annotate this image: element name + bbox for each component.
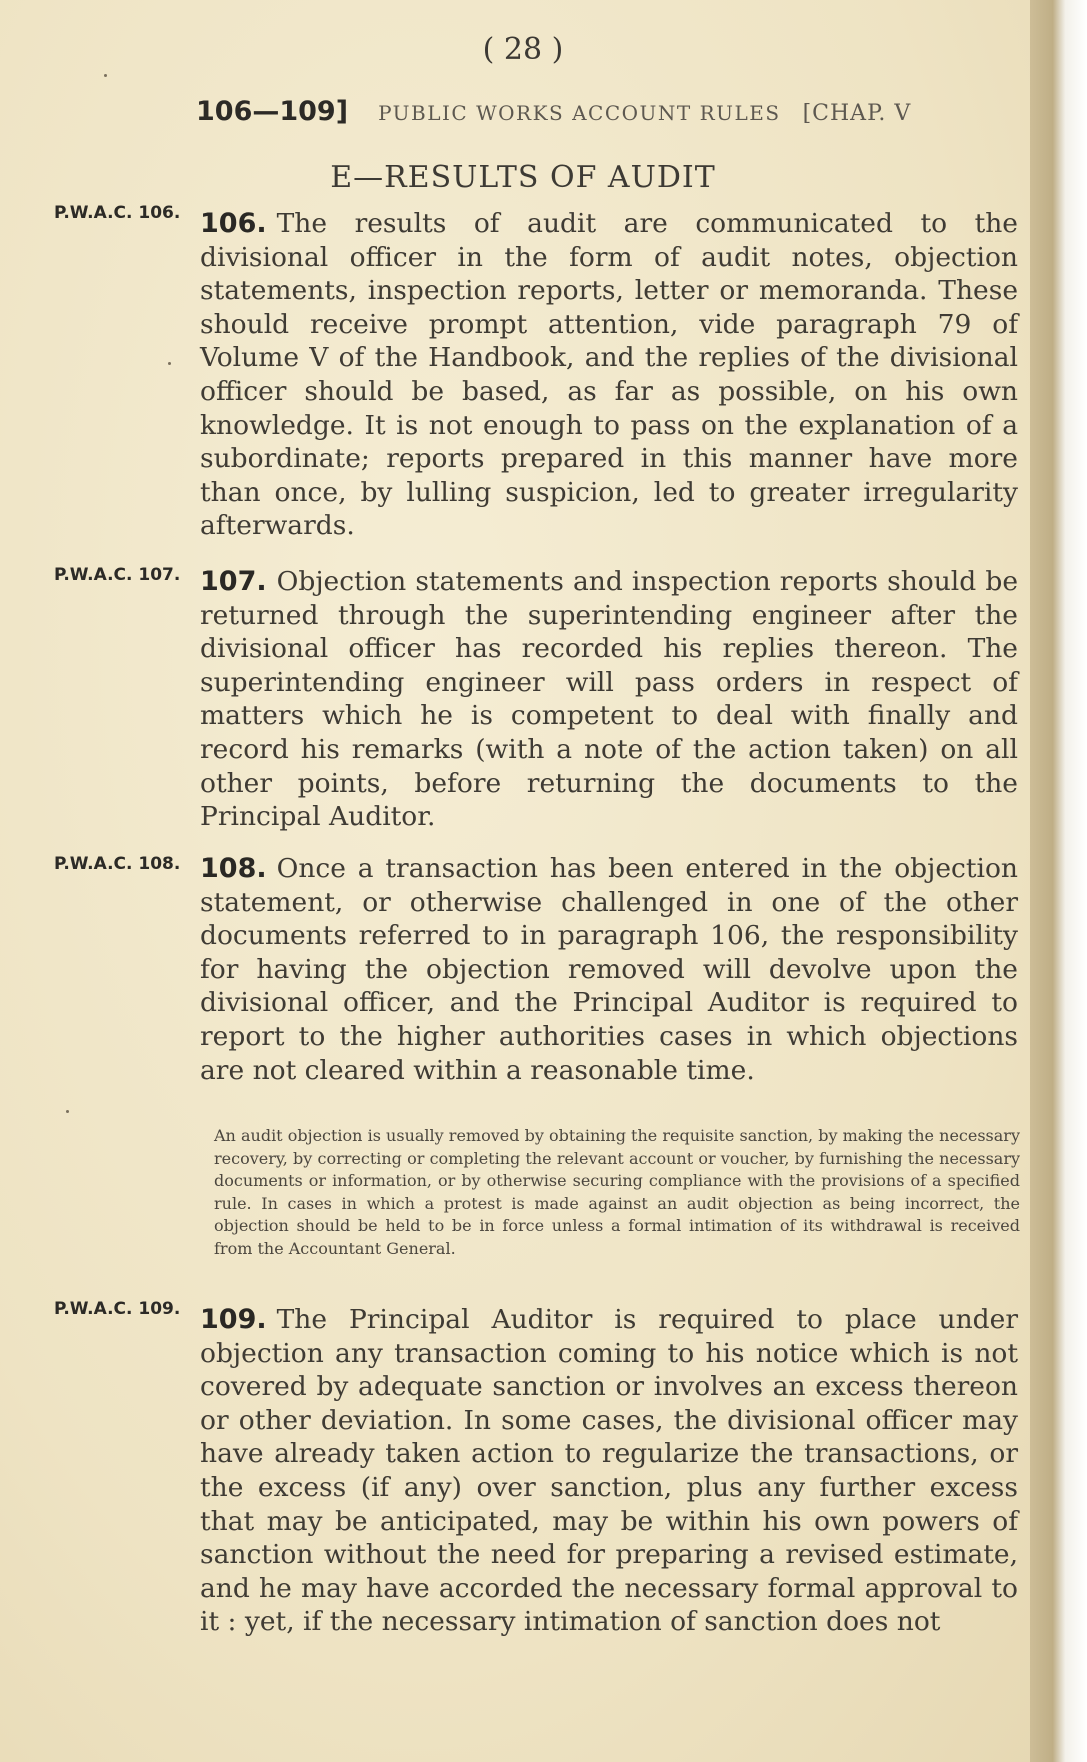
paragraph-number: 106. [200, 208, 267, 239]
paragraph-108-note: An audit objection is usually removed by obtaining the requisite sanction, by making the necessary recovery, by correcting or completing the relevant account or voucher, by furnishing the necessary documents or information, or by otherwise securing compliance with the provisions of a specified rule. In cases in which a protest is made against an audit objection as being incorrect, the objection should be held to be in force unless a formal intimation of its withdrawal is received from the Accountant General. [214, 1126, 1020, 1258]
running-head-chapter: [CHAP. V [802, 101, 912, 126]
running-head-title: PUBLIC WORKS ACCOUNT RULES [378, 101, 781, 125]
page-edge-shadow [1030, 0, 1087, 1762]
paragraph-text: Once a transaction has been entered in the objection statement, or otherwise challenged in one of the other documents referred to in paragraph 106, the responsibility for having the objection removed will devolve upon the divisional officer, and the Principal Auditor is required to report to the higher authorities cases in which objections are not cleared within a reasonable time. [200, 853, 1018, 1086]
paragraph-109 [200, 1303, 1018, 1639]
margin-reference-109: P.W.A.C. 109. [54, 1299, 181, 1319]
section-title: E—RESULTS OF AUDIT [330, 160, 716, 195]
paper-speck [168, 362, 171, 365]
paragraph-107 [200, 565, 1018, 834]
paper-speck [66, 1110, 69, 1113]
paragraph-text: The Principal Auditor is required to place under objection any transaction coming to his notice which is not covered by adequate sanction or involves an excess thereon or other deviation. In some cases, the divisional officer may have already taken action to regularize the transactions, or the excess (if any) over sanction, plus any further excess that may be anticipated, may be within his own powers of sanction without the need for preparing a revised estimate, and he may have accorded the necessary formal approval to it : yet, if the necessary intimation of sanction does not [200, 1304, 1018, 1638]
paragraph-text: The results of audit are communicated to the divisional officer in the form of audit notes, objection statements, inspection reports, letter or memoranda. These should receive prompt attention, vide paragraph 79 of Volume V of the Handbook, and the replies of the divisional officer should be based, as far as possible, on his own knowledge. It is not enough to pass on the explanation of a subordinate; reports prepared in this manner have more than once, by lulling suspicion, led to greater irregularity afterwards. [200, 208, 1018, 542]
margin-reference-106: P.W.A.C. 106. [54, 203, 181, 223]
paragraph-number: 107. [200, 566, 267, 597]
paragraph-number: 108. [200, 853, 267, 884]
paragraph-108 [200, 852, 1018, 1087]
running-head [196, 96, 1006, 127]
paragraph-number: 109. [200, 1304, 267, 1335]
running-head-paragraph-range: 106—109] [196, 96, 349, 127]
margin-reference-108: P.W.A.C. 108. [54, 854, 181, 874]
margin-reference-107: P.W.A.C. 107. [54, 565, 181, 585]
paragraph-106 [200, 207, 1018, 543]
paragraph-text: Objection statements and inspection reports should be returned through the superintending engineer after the divisional officer has recorded his replies thereon. The superintending engineer will pass orders in respect of matters which he is competent to deal with finally and record his remarks (with a note of the action taken) on all other points, before returning the documents to the Principal Auditor. [200, 566, 1018, 833]
paper-speck [104, 74, 107, 77]
page-number: ( 28 ) [482, 32, 564, 67]
